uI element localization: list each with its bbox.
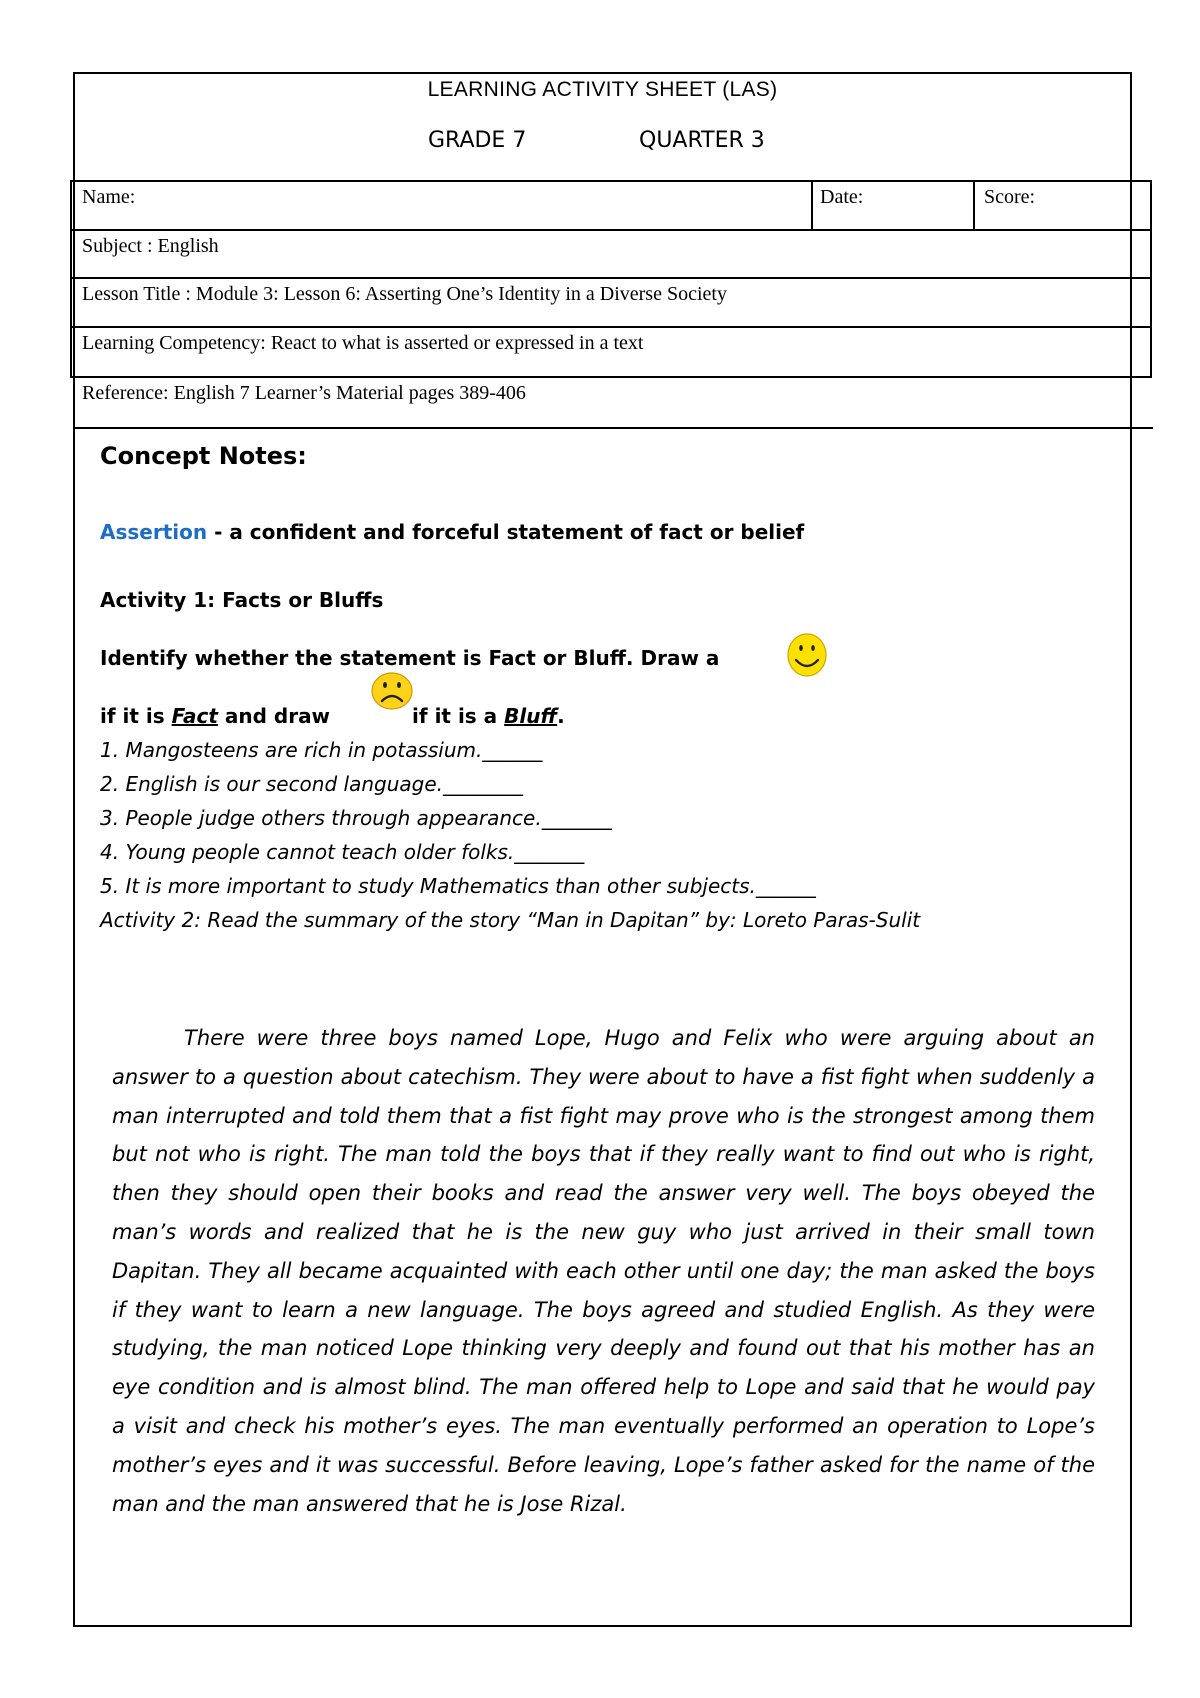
instruction-and-draw: and draw bbox=[217, 704, 331, 728]
table-border-row1 bbox=[70, 229, 1152, 231]
assertion-definition-text: - a confident and forceful statement of fact or belief bbox=[207, 520, 805, 544]
activity1-instruction-line1: Identify whether the statement is Fact or Bluff. Draw a bbox=[100, 646, 720, 670]
table-border-row3 bbox=[70, 326, 1152, 328]
instruction-if-bluff: if it is a bbox=[412, 704, 505, 728]
list-item: 4. Young people cannot teach older folks._______ bbox=[100, 840, 585, 864]
competency-field: Learning Competency: React to what is asserted or expressed in a text bbox=[82, 332, 644, 354]
smiley-face-icon bbox=[786, 632, 828, 678]
sheet-title: LEARNING ACTIVITY SHEET (LAS) bbox=[427, 78, 778, 101]
instruction-if-fact: if it is bbox=[100, 704, 172, 728]
activity2-title: Activity 2: Read the summary of the story “Man in Dapitan” by: Loreto Paras-Sulit bbox=[100, 908, 921, 932]
instruction-period: . bbox=[557, 704, 565, 728]
assertion-term: Assertion bbox=[100, 520, 208, 544]
fact-word: Fact bbox=[171, 704, 218, 728]
lesson-title-field: Lesson Title : Module 3: Lesson 6: Asserting One’s Identity in a Diverse Society bbox=[82, 283, 727, 305]
quarter-label: QUARTER 3 bbox=[639, 128, 765, 153]
date-field-label: Date: bbox=[820, 186, 864, 208]
table-border-row2 bbox=[70, 277, 1152, 279]
table-border-bottom bbox=[73, 427, 1153, 429]
bluff-word: Bluff bbox=[504, 704, 558, 728]
list-item: 3. People judge others through appearance._______ bbox=[100, 806, 612, 830]
concept-notes-heading: Concept Notes: bbox=[100, 442, 307, 470]
date-divider bbox=[811, 180, 813, 230]
table-border-row4 bbox=[70, 376, 1152, 378]
assertion-definition bbox=[100, 520, 804, 544]
table-left-edge bbox=[70, 180, 72, 377]
grade-label: GRADE 7 bbox=[428, 128, 527, 153]
subject-field: Subject : English bbox=[82, 235, 219, 257]
list-item: 2. English is our second language.________ bbox=[100, 772, 523, 796]
score-field-label: Score: bbox=[984, 186, 1036, 208]
name-field-label: Name: bbox=[82, 186, 136, 208]
table-border-top bbox=[70, 180, 1152, 182]
table-right-edge bbox=[1150, 180, 1152, 377]
story-summary: There were three boys named Lope, Hugo and Felix who were arguing about an answer to a question about catechism. They were about to have a fist fight when suddenly a man interrupted and told them that a fist fight may prove who is the strongest among them but not who is right. The man told the boys that if they really want to find out who is right, then they should open their books and read the answer very well. The boys obeyed the man’s words and realized that he is the new guy who just arrived in their small town Dapitan. They all became acquainted with each other until one day; the man asked the boys if they want to learn a new language. The boys agreed and studied English. As they were studying, the man noticed Lope thinking very deeply and found out that his mother has an eye condition and is almost blind. The man offered help to Lope and said that he would pay a visit and check his mother’s eyes. The man eventually performed an operation to Lope’s mother’s eyes and it was successful. Before leaving, Lope’s father asked for the name of the man and the man answered that he is Jose Rizal. bbox=[112, 1026, 1095, 1516]
activity1-instruction-line2 bbox=[100, 704, 565, 728]
list-item: 5. It is more important to study Mathematics than other subjects.______ bbox=[100, 874, 816, 898]
activity1-title: Activity 1: Facts or Bluffs bbox=[100, 588, 384, 612]
reference-field: Reference: English 7 Learner’s Material pages 389-406 bbox=[82, 382, 526, 404]
list-item: 1. Mangosteens are rich in potassium.______ bbox=[100, 738, 543, 762]
score-divider bbox=[973, 180, 975, 230]
